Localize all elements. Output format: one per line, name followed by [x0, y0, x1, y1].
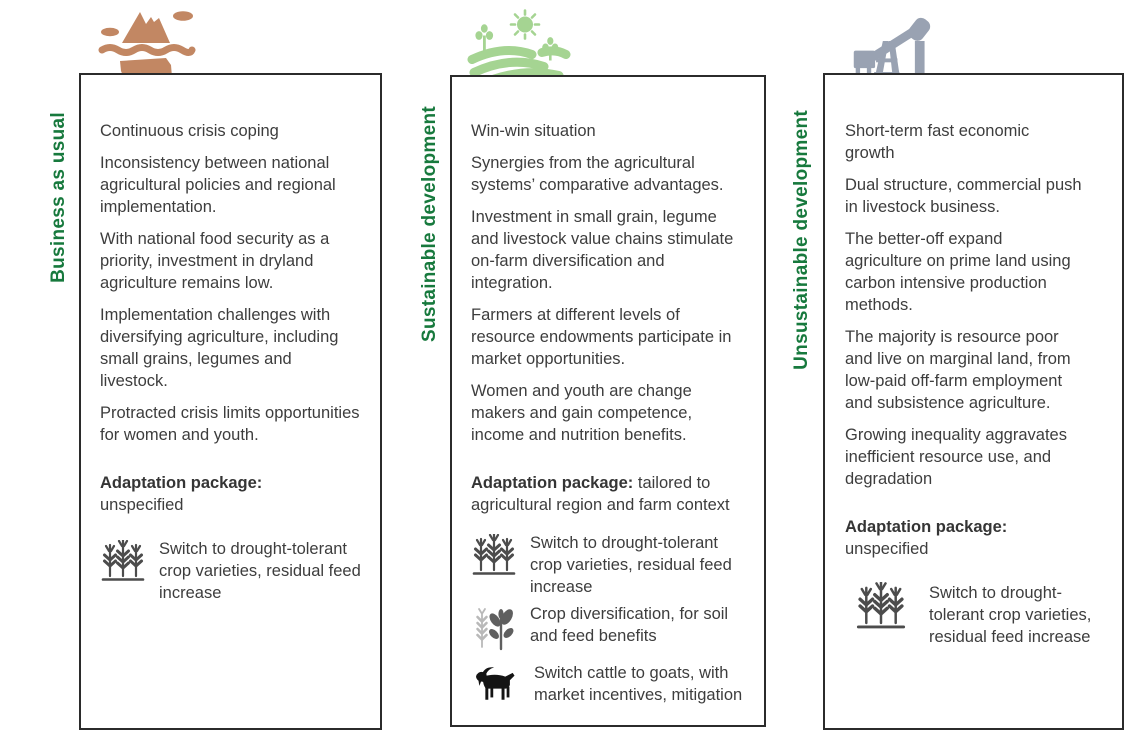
scenario-box-unsustainable-development [823, 73, 1124, 730]
wheat-icon [471, 532, 517, 582]
adaptation-item-text: Switch to drought-tolerant crop varieties, residual feed increase [159, 540, 361, 602]
adaptation-item [471, 603, 748, 657]
goat-icon [471, 662, 521, 710]
adaptation-package [100, 472, 362, 516]
adaptation-package-text: tailored to agricultural region and farm context [471, 474, 730, 514]
wheat-icon [855, 582, 907, 636]
paragraph: With national food security as a priority, investment in dryland agriculture remains low. [100, 230, 330, 292]
adaptation-item [471, 532, 748, 598]
paragraph: Dual structure, commercial push in livestock business. [845, 176, 1082, 216]
paragraph: Short-term fast economic growth [845, 122, 1030, 162]
adaptation-package-text: unspecified [845, 540, 929, 558]
adaptation-item-text: Switch to drought-tolerant crop varieties, residual feed increase [530, 534, 732, 596]
paragraph: Farmers at different levels of resource endowments participate in market opportunities. [471, 306, 732, 368]
paragraph: Synergies from the agricultural systems’ comparative advantages. [471, 154, 724, 194]
paragraph: Win-win situation [471, 122, 596, 140]
adaptation-item-text: Switch cattle to goats, with market incentives, mitigation [534, 664, 743, 704]
adaptation-item-text: Switch to drought-tolerant crop varieties, residual feed increase [929, 584, 1092, 646]
paragraph: Investment in small grain, legume and livestock value chains stimulate on-farm diversification and integration. [471, 208, 734, 292]
adaptation-package-text: unspecified [100, 496, 184, 514]
adaptation-item [471, 662, 748, 710]
adaptation-package-label: Adaptation package: [100, 474, 263, 492]
scenario-box-sustainable-development [450, 75, 766, 727]
adaptation-item-text: Crop diversification, for soil and feed benefits [530, 605, 729, 645]
adaptation-package-label: Adaptation package: [471, 474, 634, 492]
paragraph: The majority is resource poor and live on marginal land, from low-paid off-farm employment and subsistence agriculture. [845, 328, 1071, 412]
crop-diversification-icon [471, 603, 517, 657]
paragraph: The better-off expand agriculture on prime land using carbon intensive production methods. [845, 230, 1071, 314]
adaptation-package [845, 516, 1108, 560]
paragraph: Protracted crisis limits opportunities for women and youth. [100, 404, 360, 444]
paragraph: Inconsistency between national agricultural policies and regional implementation. [100, 154, 336, 216]
adaptation-items [845, 582, 1108, 648]
scenario-label-business-as-usual: Business as usual [48, 112, 69, 283]
adaptation-items [471, 532, 748, 710]
adaptation-package-label: Adaptation package: [845, 518, 1008, 536]
paragraph: Continuous crisis coping [100, 122, 279, 140]
wheat-icon [100, 538, 146, 588]
paragraph: Growing inequality aggravates inefficient resource use, and degradation [845, 426, 1067, 488]
paragraph: Implementation challenges with diversifying agriculture, including small grains, legumes and livestock. [100, 306, 339, 390]
adaptation-item [845, 582, 1108, 648]
scenario-label-sustainable-development: Sustainable development [419, 106, 440, 343]
scenario-box-business-as-usual [79, 73, 382, 730]
paragraph: Women and youth are change makers and gain competence, income and nutrition benefits. [471, 382, 693, 444]
adaptation-item [100, 538, 362, 604]
scenario-label-unsustainable-development: Unsustainable development [791, 110, 812, 370]
adaptation-package [471, 472, 748, 516]
adaptation-items [100, 538, 362, 604]
